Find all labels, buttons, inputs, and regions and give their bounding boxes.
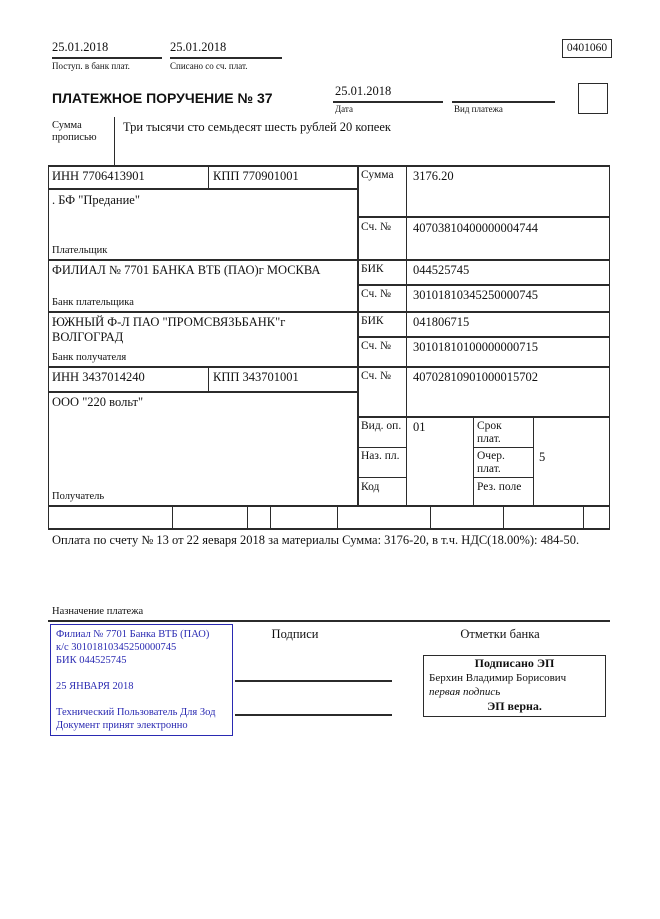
table-line <box>583 505 584 528</box>
bank-marks-header: Отметки банка <box>460 627 540 641</box>
stamp-bik: БИК 044525745 <box>56 655 127 666</box>
pay-term-label: Срок плат. <box>477 420 502 445</box>
table-line <box>357 165 359 505</box>
document-title: ПЛАТЕЖНОЕ ПОРУЧЕНИЕ № 37 <box>52 90 273 106</box>
amount-words-label: Сумма прописью <box>52 120 97 143</box>
doc-date-value: 25.01.2018 <box>335 84 392 98</box>
table-border <box>48 165 610 167</box>
esign-name: Берхин Владимир Борисович <box>429 672 567 684</box>
stamp-corr-account: к/с 30101810345250000745 <box>56 642 177 653</box>
form-code-box: 0401060 <box>562 39 612 58</box>
payee-bank-bik: 041806715 <box>413 315 470 329</box>
table-line <box>48 311 610 313</box>
payee-bank-label: Банк получателя <box>52 352 127 363</box>
payer-bank-name: ФИЛИАЛ № 7701 БАНКА ВТБ (ПАО)г МОСКВА <box>52 263 321 277</box>
table-line <box>357 284 610 286</box>
payee-bank-account: 30101810100000000715 <box>413 340 538 354</box>
purpose-underline <box>48 620 610 622</box>
date-debited-value: 25.01.2018 <box>170 40 227 54</box>
payee-account: 40702810901000015702 <box>413 370 538 384</box>
date-received-underline <box>52 57 162 59</box>
table-line <box>357 477 406 478</box>
table-line <box>48 188 358 190</box>
signature-line-2 <box>235 714 392 716</box>
table-line <box>473 447 533 448</box>
table-line <box>357 336 610 338</box>
table-line <box>357 216 610 218</box>
payer-bank-account-label: Сч. № <box>361 288 392 300</box>
table-line <box>473 477 533 478</box>
payee-label: Получатель <box>52 491 105 502</box>
payee-bank-account-label: Сч. № <box>361 340 392 352</box>
table-line <box>48 505 610 507</box>
amount-words-divider <box>114 117 115 165</box>
amount-words-value: Три тысячи сто семьдесят шесть рублей 20 копеек <box>123 120 391 134</box>
table-line <box>208 366 209 391</box>
payer-kpp: КПП 770901001 <box>213 169 299 183</box>
payer-account: 40703810400000004744 <box>413 221 538 235</box>
esign-verified: ЭП верна. <box>487 699 542 713</box>
op-type-label: Вид. оп. <box>361 420 402 432</box>
table-line <box>172 505 173 528</box>
payee-bank-name: ЮЖНЫЙ Ф-Л ПАО "ПРОМСВЯЗЬБАНК"г ВОЛГОГРАД <box>52 315 286 344</box>
esign-box <box>423 655 606 717</box>
signature-line-1 <box>235 680 392 682</box>
purpose-label: Назначение платежа <box>52 606 144 617</box>
op-type-value: 01 <box>413 420 426 434</box>
table-line <box>357 447 406 448</box>
payer-inn: ИНН 7706413901 <box>52 169 145 183</box>
table-line <box>48 259 610 261</box>
stamp-spacer <box>56 667 227 680</box>
payer-bank-account: 30101810345250000745 <box>413 288 538 302</box>
table-line <box>48 165 49 528</box>
esign-title: Подписано ЭП <box>474 656 555 670</box>
date-received-value: 25.01.2018 <box>52 40 109 54</box>
code-label: Код <box>361 481 380 493</box>
payee-account-label: Сч. № <box>361 370 392 382</box>
table-line <box>473 416 474 505</box>
pay-order-label: Очер. плат. <box>477 450 505 475</box>
pay-order-value: 5 <box>539 450 546 464</box>
stamp-spacer <box>56 693 227 706</box>
date-received-label: Поступ. в банк плат. <box>52 61 130 71</box>
stamp-accepted: Документ принят электронно <box>56 720 188 731</box>
payer-bank-bik: 044525745 <box>413 263 470 277</box>
doc-date-underline <box>333 101 443 103</box>
payer-account-label: Сч. № <box>361 221 392 233</box>
pay-purpose-code-label: Наз. пл. <box>361 450 400 462</box>
sum-value: 3176.20 <box>413 169 454 183</box>
table-line <box>503 505 504 528</box>
table-line <box>48 391 358 393</box>
table-line <box>48 366 610 368</box>
payee-bank-bik-label: БИК <box>361 315 384 327</box>
esign-subtitle: первая подпись <box>429 686 501 698</box>
signatures-header: Подписи <box>271 627 319 641</box>
doc-date-label: Дата <box>335 104 353 114</box>
payer-name: . БФ "Предание" <box>52 193 140 207</box>
payee-kpp: КПП 343701001 <box>213 370 299 384</box>
date-debited-label: Списано со сч. плат. <box>170 61 248 71</box>
table-border <box>48 528 610 530</box>
stamp-user: Технический Пользователь Для Зод <box>56 707 216 718</box>
payer-label: Плательщик <box>52 245 108 256</box>
bank-stamp <box>50 624 233 736</box>
payer-bank-label: Банк плательщика <box>52 297 134 308</box>
reserve-label: Рез. поле <box>477 481 522 493</box>
payer-bank-bik-label: БИК <box>361 263 384 275</box>
payee-inn: ИНН 3437014240 <box>52 370 145 384</box>
payment-kind-label: Вид платежа <box>454 104 503 114</box>
stamp-bank-name: Филиал № 7701 Банка ВТБ (ПАО) <box>56 629 210 640</box>
purpose-text: Оплата по счету № 13 от 22 яеваря 2018 за материалы Сумма: 3176-20, в т.ч. НДС(18.00%): 484-50. <box>52 533 580 547</box>
date-debited-underline <box>170 57 282 59</box>
table-line <box>609 165 610 528</box>
table-line <box>430 505 431 528</box>
table-line <box>406 165 407 505</box>
table-line <box>533 416 534 505</box>
payment-kind-box <box>578 83 608 114</box>
payee-name: ООО "220 вольт" <box>52 395 144 409</box>
table-line <box>208 165 209 188</box>
payment-kind-underline <box>452 101 555 103</box>
table-line <box>357 416 610 418</box>
sum-label: Сумма <box>361 169 394 181</box>
stamp-date: 25 ЯНВАРЯ 2018 <box>56 681 134 692</box>
table-line <box>337 505 338 528</box>
table-line <box>247 505 248 528</box>
table-line <box>270 505 271 528</box>
